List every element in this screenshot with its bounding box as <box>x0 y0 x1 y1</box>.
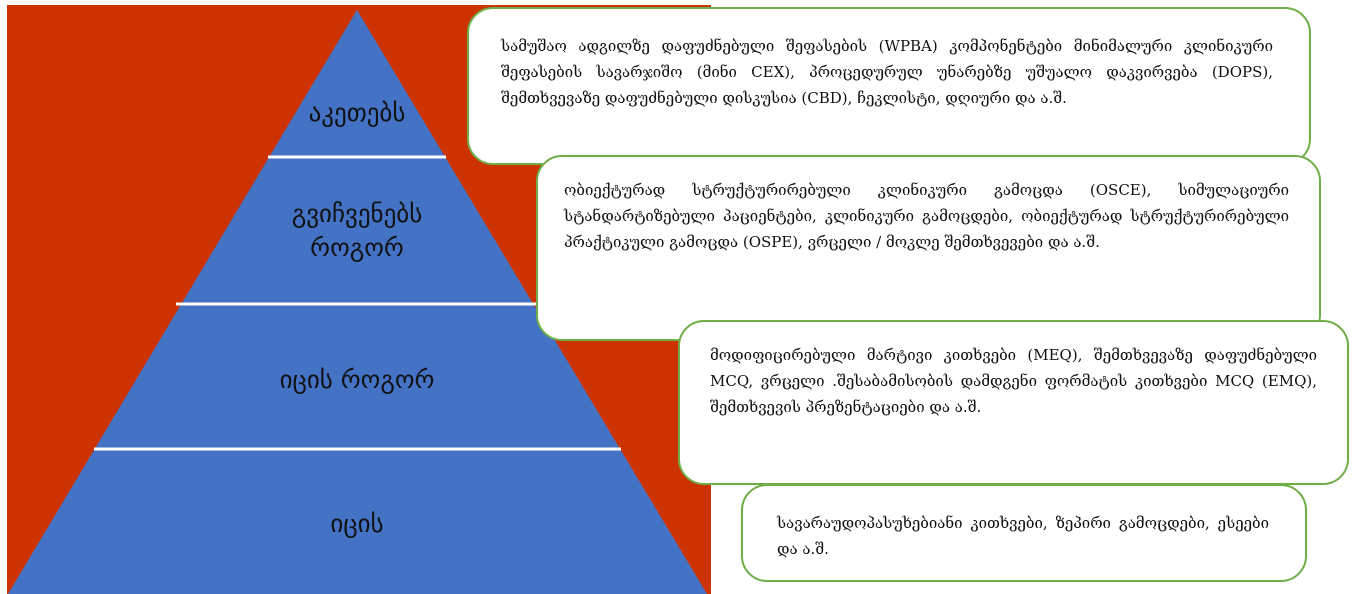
tier-label-bottom: იცის <box>330 509 384 538</box>
assessment-card-does <box>467 7 1311 165</box>
card-text: სავარაუდოპასუხებიანი კითხვები, ზეპირი გამოცდები, ესეები და ა.შ. <box>777 514 1269 558</box>
card-text: მოდიფიცირებული მარტივი კითხვები (MEQ), შემთხვევაზე დაფუძნებული MCQ, ვრცელი .შესაბამისობის დამდგენი ფორმატის კითხვები MCQ (EMQ), შემთხვევის პრეზენტაციები და ა.შ. <box>710 346 1317 416</box>
assessment-card-shows-how <box>536 155 1321 341</box>
tier-label-third: იცის როგორ <box>279 365 435 394</box>
tier-label-top: აკეთებს <box>308 98 406 127</box>
assessment-card-knows <box>741 484 1307 582</box>
tier-label-second: გვიჩვენებს როგორ <box>291 199 423 262</box>
assessment-card-knows-how <box>678 320 1349 485</box>
card-text: სამუშაო ადგილზე დაფუძნებული შეფასების (WPBA) კომპონენტები მინიმალური კლინიკური შეფასების სავარჯიშო (მინი CEX), პროცედურულ უნარებზე უშუალო დაკვირვება (DOPS), შემთხვევაზე დაფუძნებული დისკუსია (CBD), ჩეკლისტი, დღიური და ა.შ. <box>501 37 1273 107</box>
card-text: ობიექტურად სტრუქტურირებული კლინიკური გამოცდა (OSCE), სიმულაციური სტანდარტიზებული პაციენტები, კლინიკური გამოცდები, ობიექტურად სტრუქტურირებული პრაქტიკული გამოცდა (OSPE), ვრცელი / მოკლე შემთხვევები და ა.შ. <box>564 181 1289 251</box>
